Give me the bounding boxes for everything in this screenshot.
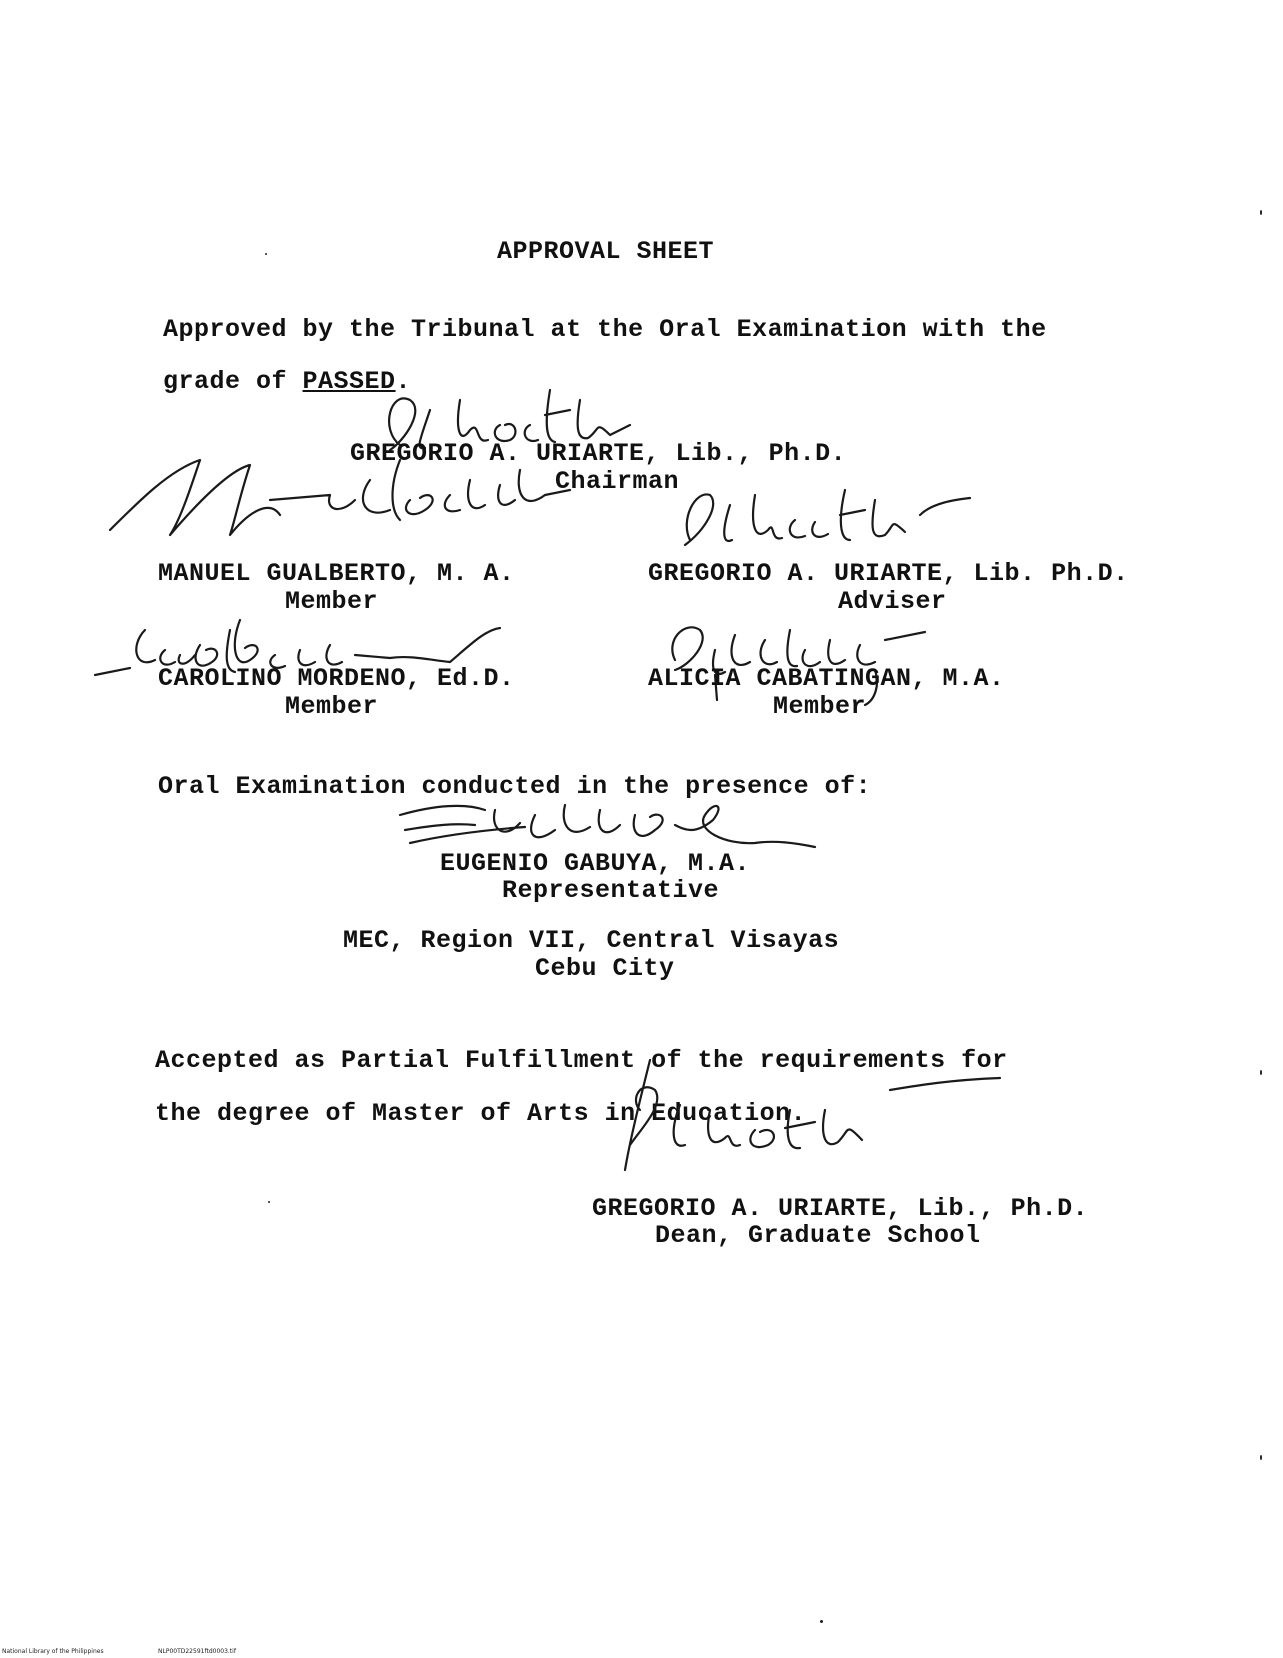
adviser-signature — [650, 470, 1030, 560]
dean-name: GREGORIO A. URIARTE, Lib., Ph.D. — [592, 1194, 1089, 1223]
scan-speck — [268, 1201, 270, 1203]
grade-suffix: . — [395, 367, 412, 396]
acceptance-line-1: Accepted as Partial Fulfillment of the requirements for — [155, 1046, 1008, 1075]
member1-name: MANUEL GUALBERTO, M. A. — [158, 559, 515, 588]
page-title: APPROVAL SHEET — [497, 237, 715, 266]
grade-value: PASSED — [302, 367, 396, 396]
representative-name: EUGENIO GABUYA, M.A. — [440, 849, 751, 878]
chairman-name: GREGORIO A. URIARTE, Lib., Ph.D. — [350, 439, 847, 468]
member3-name: ALICIA CABATINGAN, M.A. — [648, 664, 1005, 693]
office-line-1: MEC, Region VII, Central Visayas — [343, 926, 840, 955]
chairman-role: Chairman — [555, 467, 680, 496]
scan-speck — [1260, 1070, 1262, 1075]
adviser-role: Adviser — [838, 587, 947, 616]
presence-line: Oral Examination conducted in the presence of: — [158, 772, 872, 801]
member1-role: Member — [285, 587, 379, 616]
member2-name: CAROLINO MORDENO, Ed.D. — [158, 664, 515, 693]
dean-signature — [600, 1050, 1020, 1190]
scan-speck — [1260, 210, 1262, 215]
member1-signature — [100, 440, 600, 550]
scan-speck — [265, 253, 267, 255]
adviser-name: GREGORIO A. URIARTE, Lib. Ph.D. — [648, 559, 1129, 588]
acceptance-line-2: the degree of Master of Arts in Education. — [155, 1099, 807, 1128]
office-line-2: Cebu City — [535, 954, 675, 983]
approval-line: Approved by the Tribunal at the Oral Examination with the — [163, 315, 1047, 344]
member3-role: Member — [773, 692, 867, 721]
footer-library: National Library of the Philippines — [2, 1648, 104, 1655]
representative-role: Representative — [502, 876, 720, 905]
member2-role: Member — [285, 692, 379, 721]
scan-speck — [820, 1620, 823, 1623]
grade-prefix: grade of — [163, 367, 303, 396]
scan-speck — [1260, 1455, 1262, 1460]
footer-file-id: NLP00TD22591ftd0003.tif — [158, 1648, 236, 1655]
dean-role: Dean, Graduate School — [655, 1221, 981, 1250]
